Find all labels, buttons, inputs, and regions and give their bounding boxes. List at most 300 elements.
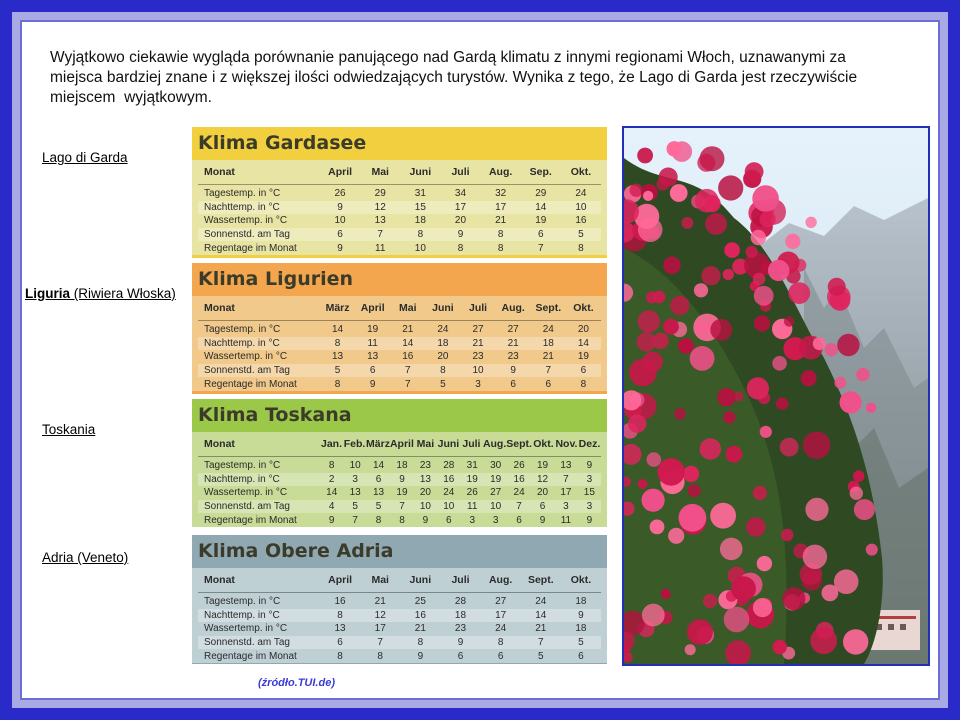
klima-cell: 10 [419, 501, 431, 513]
klima-cell: 27 [490, 487, 502, 499]
blossom [785, 234, 800, 249]
klima-cell: 19 [535, 215, 547, 227]
klima-cell: 14 [372, 460, 385, 472]
klima-cell: 24 [575, 188, 587, 200]
blossom [746, 246, 758, 258]
klima-cell: 9 [337, 201, 343, 213]
blossom [751, 230, 766, 245]
blossom [724, 607, 750, 633]
blossom [700, 438, 721, 459]
klima-cell: 24 [513, 487, 525, 499]
klima-cell: 20 [536, 487, 549, 499]
klima-cell: 5 [578, 229, 584, 241]
klima-row-label: Sonnenstd. am Tag [204, 501, 290, 513]
klima-cell: 29 [535, 188, 547, 200]
blossom [745, 162, 764, 181]
blossom [780, 438, 799, 457]
klima-grid [192, 568, 607, 663]
blossom [690, 346, 715, 371]
klima-cell: 5 [537, 650, 544, 662]
blossom [773, 640, 787, 654]
klima-row-label: Sonnenstd. am Tag [204, 229, 290, 241]
klima-row-label: Regentage im Monat [204, 378, 297, 390]
klima-cell: 9 [457, 637, 464, 649]
month-header: Sept. [527, 574, 554, 586]
klima-row-label: Sonnenstd. am Tag [204, 637, 290, 649]
klima-cell: 23 [507, 351, 519, 363]
klima-cell: 26 [466, 487, 478, 499]
blossom [723, 269, 734, 280]
blossom [753, 273, 766, 286]
klima-table-obere-adria [192, 535, 607, 664]
klima-row [198, 241, 601, 255]
klima-row [198, 228, 601, 242]
klima-cell: 15 [414, 201, 426, 213]
blossom [754, 315, 770, 331]
klima-cell: 18 [437, 337, 449, 349]
klima-row-label: Nachttemp. in °C [204, 337, 280, 349]
month-header: März [325, 302, 350, 314]
klima-cell: 6 [369, 365, 376, 377]
blossom [724, 242, 740, 258]
klima-cell: 20 [419, 487, 431, 499]
klima-cell: 13 [334, 623, 346, 635]
klima-cell: 10 [575, 201, 587, 213]
klima-cell: 31 [414, 188, 426, 200]
klima-grid [192, 432, 607, 527]
label-garda[interactable]: Lago di Garda [42, 150, 128, 165]
klima-cell: 8 [328, 460, 335, 472]
klima-cell: 6 [516, 514, 522, 526]
blossom [723, 411, 735, 423]
month-header: Aug. [488, 574, 513, 586]
blossom [688, 484, 701, 497]
monat-label: Monat [204, 438, 235, 450]
blossom [753, 486, 767, 500]
klima-cell: 19 [536, 460, 549, 472]
klima-cell: 8 [334, 378, 341, 390]
blossom [703, 594, 717, 608]
blossom [856, 368, 869, 381]
klima-cell: 6 [578, 650, 584, 662]
blossom [663, 319, 679, 335]
klima-cell: 6 [337, 229, 343, 241]
klima-row [198, 636, 601, 650]
klima-cell: 12 [374, 201, 386, 213]
blossom [685, 644, 696, 655]
klima-cell: 13 [372, 487, 385, 499]
klima-cell: 8 [399, 514, 405, 526]
label-toskania[interactable]: Toskania [42, 422, 96, 437]
klima-cell: 7 [537, 637, 544, 649]
klima-cell: 6 [457, 650, 464, 662]
klima-cell: 7 [399, 501, 405, 513]
klima-row-label: Nachttemp. in °C [204, 201, 280, 213]
klima-cell: 7 [537, 242, 544, 254]
klima-title: Klima Obere Adria [198, 540, 394, 562]
month-header: Juli [451, 574, 470, 586]
blossom [837, 334, 859, 356]
month-header: Juli [462, 438, 481, 450]
klima-cell: 14 [577, 337, 589, 349]
klima-row-label: Nachttemp. in °C [204, 473, 280, 485]
month-header: Juni [409, 574, 432, 586]
blossom [854, 499, 875, 520]
klima-cell: 24 [495, 623, 507, 635]
klima-row-label: Nachttemp. in °C [204, 609, 280, 621]
blossom [828, 278, 846, 296]
klima-cell: 9 [510, 365, 516, 377]
klima-cell: 28 [454, 596, 467, 608]
klima-row [198, 214, 601, 228]
klima-cell: 6 [539, 501, 546, 513]
klima-cell: 3 [352, 473, 358, 485]
klima-row-label: Regentage im Monat [204, 514, 297, 526]
klima-cell: 11 [375, 242, 386, 254]
month-header: Aug. [482, 438, 507, 450]
klima-cell: 7 [352, 514, 358, 526]
klima-cell: 21 [495, 215, 507, 227]
klima-header-row [198, 432, 601, 457]
klima-cell: 7 [516, 501, 522, 513]
klima-cell: 6 [497, 650, 504, 662]
klima-cell: 24 [443, 487, 455, 499]
klima-cell: 6 [446, 514, 452, 526]
klima-cell: 18 [575, 596, 587, 608]
klima-cell: 17 [560, 487, 572, 499]
klima-cell: 14 [535, 609, 547, 621]
oleander-photo [622, 126, 930, 666]
klima-cell: 19 [490, 473, 502, 485]
klima-row [198, 337, 601, 351]
blossom [661, 589, 671, 599]
klima-cell: 13 [367, 351, 379, 363]
intro-line-2: miejsca bardziej znane i z większej ilości odwiedzających turystów. Wynika z tego, że Lago di Garda jest rzeczywiście [50, 69, 858, 86]
klima-cell: 9 [417, 650, 424, 662]
blossom [628, 414, 646, 432]
klima-cell: 21 [472, 337, 484, 349]
klima-cell: 20 [437, 351, 449, 363]
month-header: Okt. [533, 438, 554, 450]
klima-row-label: Tagestemp. in °C [204, 596, 281, 608]
blossom [813, 337, 826, 350]
monat-label: Monat [204, 302, 235, 314]
blossom [754, 286, 774, 306]
klima-row [198, 473, 601, 487]
klima-header-row [198, 160, 601, 185]
klima-cell: 9 [399, 473, 405, 485]
klima-cell: 10 [443, 501, 455, 513]
klima-row-label: Tagestemp. in °C [204, 324, 281, 336]
klima-cell: 21 [542, 351, 554, 363]
blossom [782, 587, 805, 610]
klima-cell: 17 [495, 609, 507, 621]
blossom [638, 479, 648, 489]
klima-cell: 16 [334, 596, 346, 608]
klima-row [198, 201, 601, 215]
month-header: Mai [371, 574, 389, 586]
blossom [731, 576, 756, 601]
blossom [718, 175, 743, 200]
klima-cell: 10 [334, 215, 346, 227]
klima-cell: 3 [469, 514, 476, 526]
blossom [668, 528, 684, 544]
klima-cell: 11 [560, 514, 572, 526]
klima-cell: 8 [337, 609, 343, 621]
klima-cell: 16 [414, 609, 426, 621]
month-header: April [328, 166, 353, 178]
klima-title: Klima Gardasee [198, 132, 367, 154]
klima-cell: 8 [497, 242, 504, 254]
blossom [710, 503, 736, 529]
blossom [695, 189, 719, 213]
klima-cell: 15 [583, 487, 595, 499]
klima-cell: 24 [437, 324, 449, 336]
klima-cell: 9 [457, 229, 464, 241]
blossom [720, 538, 743, 561]
blossom [746, 517, 765, 536]
klima-row [198, 649, 601, 663]
klima-row [198, 622, 601, 636]
klima-cell: 13 [560, 460, 572, 472]
klima-cell: 27 [495, 596, 507, 608]
klima-cell: 3 [586, 473, 593, 485]
blossom [772, 356, 787, 371]
oleander-mountain-image [624, 128, 928, 664]
klima-cell: 7 [377, 229, 383, 241]
blossom [670, 184, 688, 202]
blossom [753, 598, 772, 617]
month-header: Feb. [343, 438, 366, 450]
blossom [760, 211, 776, 227]
label-liguria-bold: Liguria [25, 286, 71, 301]
blossom [701, 266, 720, 285]
blossom [650, 520, 665, 535]
klima-cell: 20 [577, 324, 589, 336]
label-adria[interactable]: Adria (Veneto) [42, 550, 129, 565]
month-header: Mai [371, 166, 389, 178]
klima-cell: 18 [542, 337, 554, 349]
blossom [657, 178, 670, 191]
klima-cell: 19 [396, 487, 408, 499]
klima-cell: 10 [349, 460, 361, 472]
klima-cell: 8 [578, 242, 584, 254]
klima-cell: 10 [472, 365, 484, 377]
klima-header-row [198, 568, 601, 593]
klima-cell: 18 [396, 460, 408, 472]
klima-cell: 9 [369, 378, 376, 390]
klima-row-label: Wassertemp. in °C [204, 623, 288, 635]
klima-row [198, 350, 601, 364]
month-header: Aug. [501, 302, 525, 314]
blossom [642, 604, 665, 627]
klima-cell: 7 [545, 365, 552, 377]
klima-row [198, 187, 601, 201]
klima-cell: 23 [472, 351, 484, 363]
klima-cell: 14 [535, 201, 547, 213]
monat-label: Monat [204, 574, 235, 586]
klima-grid [192, 296, 607, 391]
klima-row-label: Tagestemp. in °C [204, 460, 281, 472]
klima-table-gardasee [192, 127, 607, 258]
blossom [687, 619, 713, 645]
blossom [683, 466, 699, 482]
klima-cell: 6 [337, 637, 343, 649]
blossom [670, 296, 689, 315]
klima-cell: 8 [440, 365, 446, 377]
month-header: Aug. [488, 166, 513, 178]
month-header: März [366, 438, 390, 450]
klima-cell: 9 [578, 609, 584, 621]
month-header: Juli [469, 302, 488, 314]
klima-row-label: Wassertemp. in °C [204, 351, 288, 363]
blossom [643, 352, 663, 372]
klima-cell: 13 [349, 487, 361, 499]
klima-cell: 8 [337, 650, 343, 662]
klima-cell: 13 [332, 351, 344, 363]
blossom [667, 141, 683, 157]
klima-cell: 19 [577, 351, 589, 363]
blossom [705, 213, 727, 235]
klima-cell: 24 [542, 324, 554, 336]
klima-cell: 6 [510, 378, 516, 390]
klima-cell: 7 [405, 365, 411, 377]
blossom [801, 370, 817, 386]
klima-cell: 14 [402, 337, 414, 349]
klima-cell: 11 [367, 337, 378, 349]
blossom [803, 432, 830, 459]
klima-cell: 12 [374, 609, 386, 621]
month-header: April [389, 438, 414, 450]
klima-cell: 23 [454, 623, 467, 635]
blossom [663, 257, 681, 275]
klima-header-row [198, 296, 601, 321]
klima-cell: 4 [328, 501, 335, 513]
blossom [647, 452, 662, 467]
klima-cell: 5 [375, 501, 382, 513]
blossom [776, 397, 789, 410]
blossom [803, 545, 827, 569]
blossom [853, 470, 865, 482]
klima-cell: 19 [466, 473, 478, 485]
klima-cell: 31 [466, 460, 478, 472]
label-liguria-rest: (Riwiera Włoska) [70, 286, 176, 301]
month-header: Okt. [570, 574, 592, 586]
blossom [674, 408, 686, 420]
klima-title: Klima Toskana [198, 404, 352, 426]
blossom [834, 377, 846, 389]
klima-cell: 14 [326, 487, 338, 499]
label-liguria[interactable] [25, 286, 176, 301]
blossom [638, 217, 663, 242]
klima-cell: 10 [490, 501, 502, 513]
klima-cell: 5 [440, 378, 446, 390]
blossom [784, 316, 794, 326]
klima-cell: 16 [402, 351, 414, 363]
blossom [752, 185, 779, 212]
klima-cell: 13 [374, 215, 386, 227]
klima-cell: 27 [507, 324, 519, 336]
klima-cell: 16 [443, 473, 455, 485]
klima-row [198, 513, 601, 527]
klima-row [198, 364, 601, 378]
klima-row [198, 459, 601, 473]
klima-cell: 3 [563, 501, 569, 513]
blossom [681, 217, 693, 229]
blossom [825, 343, 838, 356]
klima-cell: 18 [454, 609, 467, 621]
klima-cell: 7 [405, 378, 411, 390]
klima-cell: 26 [334, 188, 346, 200]
intro-paragraph [50, 48, 910, 108]
klima-row-label: Regentage im Monat [204, 242, 297, 254]
klima-cell: 9 [328, 514, 335, 526]
blossom [834, 569, 859, 594]
blossom [850, 487, 863, 500]
klima-cell: 7 [563, 473, 569, 485]
blossom [768, 260, 789, 281]
blossom [717, 388, 735, 406]
blossom [678, 338, 694, 354]
klima-row-label: Wassertemp. in °C [204, 487, 288, 499]
klima-cell: 8 [417, 637, 424, 649]
blossom [760, 426, 772, 438]
klima-cell: 21 [535, 623, 547, 635]
intro-line-1: Wyjątkowo ciekawie wygląda porównanie panującego nad Gardą klimatu z innymi regionami Włoch, uznawanymi za [50, 49, 846, 66]
month-header: Juni [432, 302, 454, 314]
blossom [805, 217, 816, 228]
month-header: Sep. [529, 166, 552, 178]
klima-cell: 20 [454, 215, 467, 227]
month-header: Jan. [321, 438, 343, 450]
klima-cell: 3 [586, 501, 593, 513]
blossom [642, 489, 665, 512]
blossom [747, 377, 769, 399]
intro-line-3: miejscem wyjątkowym. [50, 89, 212, 106]
month-header: Okt. [570, 166, 592, 178]
klima-cell: 19 [367, 324, 379, 336]
blossom [637, 148, 653, 164]
klima-row-label: Tagestemp. in °C [204, 188, 281, 200]
klima-row-label: Wassertemp. in °C [204, 215, 288, 227]
klima-cell: 24 [535, 596, 547, 608]
month-header: Mai [416, 438, 435, 450]
blossom [643, 191, 653, 201]
klima-cell: 7 [377, 637, 383, 649]
klima-cell: 8 [457, 242, 464, 254]
source-credit: (źródło.TUI.de) [258, 677, 335, 689]
blossom [710, 319, 732, 341]
klima-cell: 17 [374, 623, 386, 635]
klima-cell: 8 [580, 378, 587, 390]
klima-cell: 5 [352, 501, 358, 513]
klima-cell: 12 [536, 473, 549, 485]
klima-table-ligurien [192, 263, 607, 394]
klima-cell: 6 [545, 378, 552, 390]
blossom [788, 282, 810, 304]
klima-cell: 17 [495, 201, 507, 213]
klima-grid [192, 160, 607, 255]
month-header: April [328, 574, 353, 586]
klima-cell: 18 [414, 215, 426, 227]
klima-cell: 6 [375, 473, 382, 485]
klima-cell: 3 [475, 378, 481, 390]
klima-row [198, 609, 601, 623]
month-header: Mai [399, 302, 417, 314]
blossom [657, 458, 684, 485]
klima-cell: 16 [575, 215, 587, 227]
klima-row-label: Sonnenstd. am Tag [204, 365, 290, 377]
